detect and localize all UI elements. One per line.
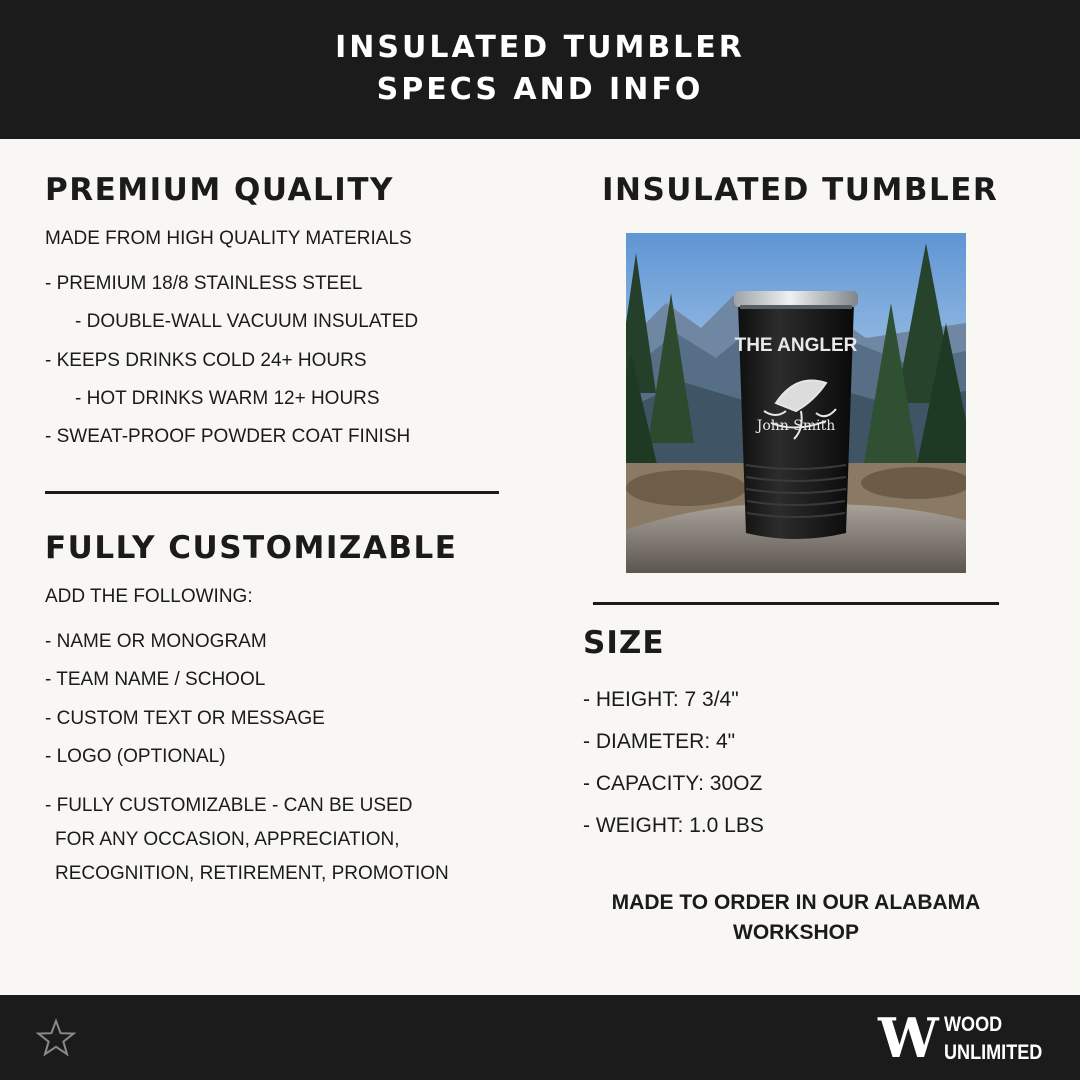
- premium-item: - DOUBLE-WALL VACUUM INSULATED: [75, 311, 419, 332]
- right-divider: [593, 602, 999, 605]
- custom-item: - NAME OR MONOGRAM: [45, 631, 267, 652]
- premium-item: - KEEPS DRINKS COLD 24+ HOURS: [45, 350, 367, 371]
- custom-note-line: RECOGNITION, RETIREMENT, PROMOTION: [55, 863, 449, 884]
- product-photo: [626, 233, 966, 573]
- star-outline-icon: [36, 1018, 76, 1058]
- made-to-order-line1: MADE TO ORDER IN OUR ALABAMA: [611, 891, 981, 914]
- brand-logo-line1: WOOD: [944, 1013, 1003, 1036]
- premium-item: - SWEAT-PROOF POWDER COAT FINISH: [45, 426, 411, 447]
- size-heading: SIZE: [583, 625, 665, 661]
- premium-intro: MADE FROM HIGH QUALITY MATERIALS: [45, 228, 412, 249]
- premium-item: - PREMIUM 18/8 STAINLESS STEEL: [45, 273, 363, 294]
- brand-logo-mark: W: [878, 1006, 925, 1070]
- brand-logo-line2: UNLIMITED: [944, 1041, 1043, 1064]
- premium-quality-heading: PREMIUM QUALITY: [45, 172, 394, 208]
- left-divider: [45, 491, 499, 494]
- engraving-title: THE ANGLER: [734, 335, 858, 356]
- custom-item: - CUSTOM TEXT OR MESSAGE: [45, 708, 325, 729]
- made-to-order-line2: WORKSHOP: [733, 921, 859, 944]
- custom-note-line: - FULLY CUSTOMIZABLE - CAN BE USED: [45, 795, 413, 816]
- size-item: - DIAMETER: 4": [583, 730, 736, 753]
- fully-customizable-heading: FULLY CUSTOMIZABLE: [45, 530, 458, 566]
- custom-intro: ADD THE FOLLOWING:: [45, 586, 253, 607]
- page-header: [0, 0, 1080, 139]
- premium-item: - HOT DRINKS WARM 12+ HOURS: [75, 388, 380, 409]
- header-title-line1: INSULATED TUMBLER: [335, 30, 745, 65]
- size-item: - WEIGHT: 1.0 LBS: [583, 814, 764, 837]
- custom-item: - TEAM NAME / SCHOOL: [45, 669, 266, 690]
- size-item: - HEIGHT: 7 3/4": [583, 688, 739, 711]
- custom-item: - LOGO (OPTIONAL): [45, 746, 226, 767]
- engraving-name: John Smith: [756, 418, 836, 434]
- size-item: - CAPACITY: 30OZ: [583, 772, 763, 795]
- custom-note-line: FOR ANY OCCASION, APPRECIATION,: [55, 829, 400, 850]
- product-heading: INSULATED TUMBLER: [602, 172, 999, 208]
- header-title-line2: SPECS AND INFO: [376, 72, 704, 107]
